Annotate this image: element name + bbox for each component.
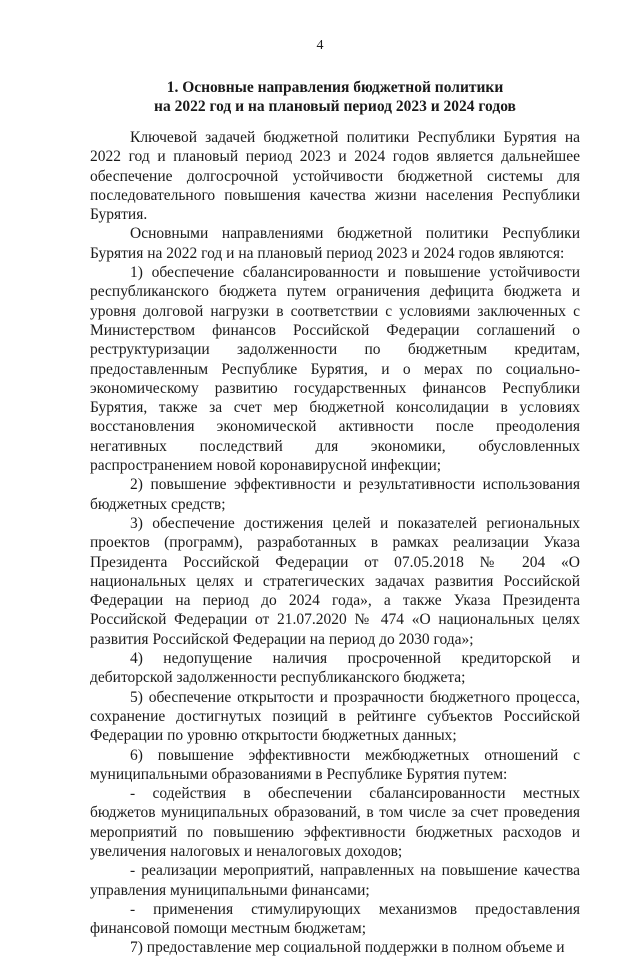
sub-item-balance: - содействия в обеспечении сбалансированности местных бюджетов муниципальных образований, в том числе за счет проведения мероприятий по повышению эффективности бюджетных расходов и увеличения налоговых и неналоговых доходов;	[90, 785, 580, 860]
list-item-4: 4) недопущение наличия просроченной кредиторской и дебиторской задолженности республиканского бюджета;	[90, 650, 580, 687]
section-heading-line-2: на 2022 год и на плановый период 2023 и 2024 годов	[154, 98, 516, 115]
list-item-6: 6) повышение эффективности межбюджетных отношений с муниципальными образованиями в Республике Бурятия путем:	[90, 746, 580, 783]
section-heading-line-1: 1. Основные направления бюджетной политики	[166, 79, 504, 96]
list-item-7: 7) предоставление мер социальной поддержки в полном объеме и	[130, 939, 565, 957]
body-text	[90, 128, 580, 958]
paragraph-intro: Ключевой задачей бюджетной политики Республики Бурятия на 2022 год и плановый период 2023 и 2024 годов является дальнейшее обеспечение долгосрочной устойчивости бюджетной системы для последовательного повышения качества жизни населения Республики Бурятия.	[90, 129, 580, 224]
section-heading	[90, 78, 580, 116]
list-item-5: 5) обеспечение открытости и прозрачности бюджетного процесса, сохранение достигнутых позиций в рейтинге субъектов Российской Федерации по уровню открытости бюджетных данных;	[90, 688, 580, 745]
page-number: 4	[316, 38, 324, 53]
paragraph-directions-lead: Основными направлениями бюджетной политики Республики Бурятия на 2022 год и на плановый период 2023 и 2024 годов являются:	[90, 225, 580, 262]
sub-item-management: - реализации мероприятий, направленных на повышение качества управления муниципальными финансами;	[90, 862, 580, 899]
sub-item-incentives: - применения стимулирующих механизмов предоставления финансовой помощи местным бюджетам;	[90, 900, 580, 938]
list-item-2: 2) повышение эффективности и результативности использования бюджетных средств;	[90, 476, 580, 513]
list-item-1: 1) обеспечение сбалансированности и повышение устойчивости республиканского бюджета путем ограничения дефицита бюджета и уровня долговой нагрузки в соответствии с условиями заключенных с Министерством финансов Российской Федерации соглашений о реструктуризации задолженности по бюджетным кредитам, предоставленным Республике Бурятия, и о мерах по социально-экономическому развитию государственных финансов Республики Бурятия, также за счет мер бюджетной консолидации в условиях восстановления экономической активности после преодоления негативных последствий для экономики, обусловленных распространением новой коронавирусной инфекции;	[90, 264, 580, 475]
list-item-3: 3) обеспечение достижения целей и показателей региональных проектов (программ), разработанных в рамках реализации Указа Президента Российской Федерации от 07.05.2018 № 204 «О национальных целях и стратегических задачах развития Российской Федерации на период до 2024 года», а также Указа Президента Российской Федерации от 21.07.2020 № 474 «О национальных целях развития Российской Федерации на период до 2030 года»;	[90, 514, 580, 648]
